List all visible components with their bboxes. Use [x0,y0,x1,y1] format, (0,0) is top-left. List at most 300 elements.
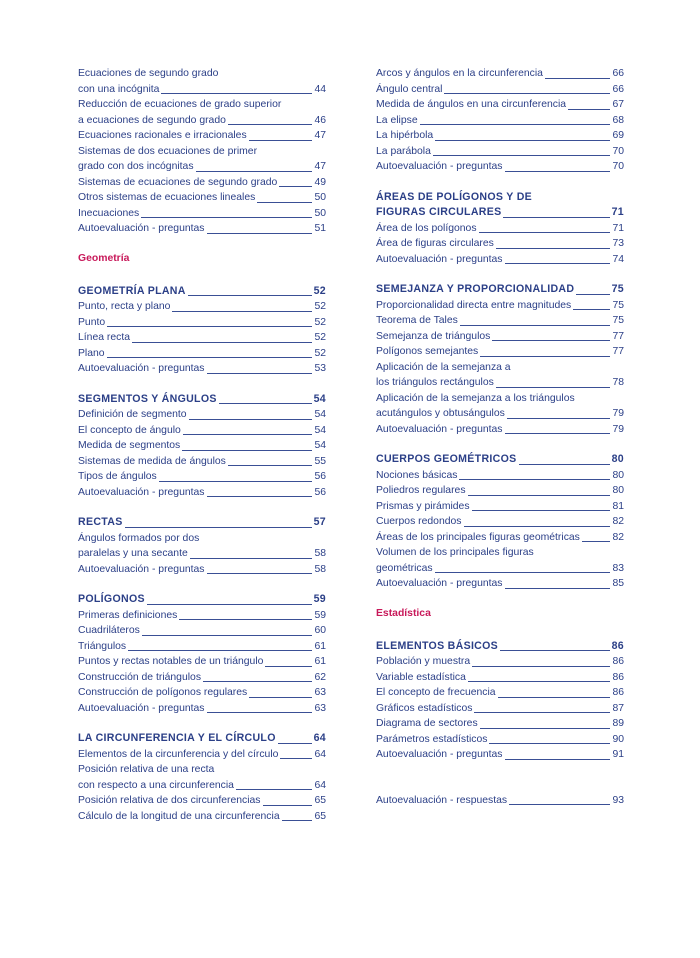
leader-line [132,342,312,343]
page-number: 46 [314,114,326,126]
page-number: 50 [314,192,326,203]
entry-text-line: los triángulos rectángulos [376,377,494,388]
leader-line [265,666,312,667]
entry-text-line: Posición relativa de una recta [78,764,215,775]
toc-entry[interactable] [78,361,326,377]
toc-entry[interactable] [376,128,624,144]
leader-line [500,650,610,651]
page-number: 81 [612,500,624,512]
leader-line [249,697,312,698]
toc-entry[interactable] [78,423,326,439]
entry-text-line: Medida de segmentos [78,440,181,451]
leader-line [207,573,313,574]
entry-text-line: Punto [78,316,106,328]
leader-line [263,805,313,806]
entry-text-line: Nociones básicas [376,469,458,481]
entry-text-line: La hipérbola [376,130,434,141]
page-number: 85 [612,578,624,589]
toc-entry[interactable] [78,747,326,763]
page-number: 63 [314,687,326,698]
toc-entry[interactable] [376,793,624,809]
leader-line [280,758,312,759]
leader-line [576,294,609,295]
entry-text-line: Reducción de ecuaciones de grado superior [78,99,282,110]
toc-heading[interactable] [376,452,624,468]
leader-line [228,124,313,125]
toc-entry[interactable] [376,144,624,160]
page-number: 79 [612,408,624,419]
toc-entry[interactable] [376,545,624,576]
entry-text-line: Ángulo central [376,83,443,95]
page-number: 65 [314,795,326,806]
toc-entry[interactable] [78,639,326,655]
toc-entry[interactable] [376,159,624,175]
entry-text-line: Polígonos semejantes [376,346,479,357]
leader-line [492,340,610,341]
toc-entry[interactable] [376,654,624,670]
leader-line [433,155,611,156]
entry-text-line: Medida de ángulos en una circunferencia [376,99,567,110]
entry-text-line: Otros sistemas de ecuaciones lineales [78,192,256,203]
leader-line [196,171,313,172]
leader-line [464,526,611,527]
leader-line [435,140,610,141]
page-number: 57 [313,516,326,528]
page-number: 65 [314,810,326,822]
leader-line [505,263,611,264]
entry-text-line: GEOMETRÍA PLANA [78,284,186,297]
toc-entry[interactable] [376,66,624,82]
page-number: 86 [612,656,624,667]
page-number: 47 [314,130,326,141]
toc-entry[interactable] [78,623,326,639]
leader-line [496,387,611,388]
toc-entry[interactable] [376,670,624,686]
entry-text-line: SEGMENTOS Y ÁNGULOS [78,392,217,405]
leader-line [468,495,611,496]
entry-text-line: Posición relativa de dos circunferencias [78,795,261,806]
toc-entry[interactable] [78,299,326,315]
page-number: 58 [314,548,326,559]
entry-text-line: Inecuaciones [78,207,140,219]
entry-text-line: Autoevaluación - preguntas [78,223,205,234]
spacer [376,778,624,793]
page-number: 53 [314,363,326,374]
entry-text-line: Aplicación de la semejanza a los triángulos [376,392,575,404]
leader-line [282,820,313,821]
page-number: 83 [612,562,624,574]
leader-line [509,804,610,805]
toc-entry[interactable] [78,531,326,562]
toc-entry[interactable] [376,344,624,360]
entry-text-line: CUERPOS GEOMÉTRICOS [376,453,517,465]
toc-entry[interactable] [376,82,624,98]
page-number: 52 [314,316,326,328]
page-number: 59 [314,609,326,621]
toc-entry[interactable] [78,438,326,454]
entry-text-line: Aplicación de la semejanza a [376,361,511,373]
toc-entry[interactable] [376,252,624,268]
page-number: 67 [612,99,624,110]
entry-text-line: Arcos y ángulos en la circunferencia [376,68,543,79]
entry-text-line: Volumen de los principales figuras [376,547,534,558]
toc-entry[interactable] [376,685,624,701]
entry-text-line: Plano [78,347,105,359]
page-number: 56 [314,486,326,498]
page-number: 80 [612,485,624,496]
toc-heading[interactable] [376,190,624,221]
leader-line [249,140,313,141]
page-number: 70 [612,145,624,157]
page-number: 64 [313,732,326,744]
page-number: 50 [314,207,326,219]
toc-column-left [78,66,326,824]
spacer [376,763,624,778]
page-number: 77 [612,346,624,357]
page-number: 54 [313,392,326,405]
leader-line [505,588,611,589]
entry-text-line: Autoevaluación - preguntas [376,749,503,760]
toc-entry[interactable] [78,685,326,701]
toc-entry[interactable] [78,485,326,501]
leader-line [179,619,312,620]
page-number: 75 [612,315,624,326]
entry-text-line: grado con dos incógnitas [78,161,194,172]
page-number: 54 [314,424,326,436]
toc-heading[interactable] [78,392,326,408]
page-number: 75 [612,299,624,311]
entry-text-line: El concepto de frecuencia [376,687,496,698]
toc-entry[interactable] [78,97,326,128]
leader-line [545,78,611,79]
toc-entry[interactable] [78,144,326,175]
entry-text-line: Área de los polígonos [376,222,477,234]
page-number: 64 [314,779,326,791]
leader-line [207,373,313,374]
page-number: 47 [314,161,326,172]
entry-text-line: Teorema de Tales [376,315,458,326]
spacer [78,577,326,592]
entry-text-line: paralelas y una secante [78,548,188,559]
entry-text-line: POLÍGONOS [78,593,145,605]
entry-text-line: Ecuaciones racionales e irracionales [78,130,247,141]
entry-text-line: Parámetros estadísticos [376,733,488,745]
entry-text-line: Triángulos [78,640,127,652]
page-number: 71 [612,222,624,234]
leader-line [207,496,313,497]
toc-heading[interactable] [376,639,624,655]
page-number: 87 [612,702,624,714]
leader-line [505,433,611,434]
page-number: 89 [612,718,624,729]
toc-entry[interactable] [376,298,624,314]
leader-line [107,326,312,327]
entry-text-line: Cuadriláteros [78,625,140,636]
toc-entry[interactable] [376,113,624,129]
leader-line [496,248,611,249]
leader-line [278,743,312,744]
toc-entry[interactable] [376,360,624,391]
page-number: 82 [612,516,624,527]
toc-entry[interactable] [78,793,326,809]
entry-text-line: Autoevaluación - preguntas [78,363,205,374]
leader-line [228,465,313,466]
page-number: 80 [611,453,624,465]
section-title: Estadística [376,607,431,619]
leader-line [568,109,610,110]
leader-line [190,558,313,559]
entry-text-line: Poliedros regulares [376,485,466,496]
page-number: 56 [314,471,326,482]
page-number: 61 [314,656,326,667]
leader-line [257,202,312,203]
page-number: 44 [314,83,326,95]
leader-line [505,759,611,760]
spacer [376,267,624,282]
entry-text-line: LA CIRCUNFERENCIA Y EL CÍRCULO [78,732,276,744]
entry-text-line: La parábola [376,145,431,157]
entry-text-line: Autoevaluación - preguntas [376,161,503,172]
toc-entry[interactable] [376,701,624,717]
section-title: Geometría [78,252,130,264]
page-number: 79 [612,423,624,435]
page-number: 82 [612,531,624,543]
toc-entry[interactable] [78,654,326,670]
toc-heading[interactable] [78,515,326,531]
entry-text-line: Cálculo de la longitud de una circunferencia [78,810,280,822]
leader-line [183,434,313,435]
page-number: 69 [612,130,624,141]
page-number: 75 [611,283,624,295]
leader-line [435,572,611,573]
entry-text-line: Sistemas de dos ecuaciones de primer [78,145,258,157]
leader-line [172,311,312,312]
leader-line [503,217,609,218]
spacer [376,175,624,190]
toc-entry[interactable] [78,315,326,331]
entry-text-line: ELEMENTOS BÁSICOS [376,639,499,652]
entry-text-line: RECTAS [78,516,123,528]
entry-text-line: Semejanza de triángulos [376,330,491,342]
leader-line [161,93,312,94]
page-number: 52 [314,301,326,312]
toc-entry[interactable] [78,221,326,237]
entry-text-line: geométricas [376,562,433,574]
entry-text-line: El concepto de ángulo [78,424,181,436]
toc-entry[interactable] [376,329,624,345]
toc-heading[interactable] [78,592,326,608]
leader-line [142,635,313,636]
toc-entry[interactable] [376,313,624,329]
entry-text-line: con respecto a una circunferencia [78,779,234,791]
toc-entry[interactable] [376,499,624,515]
page-number: 66 [612,68,624,79]
leader-line [189,419,313,420]
toc-entry[interactable] [78,608,326,624]
toc-entry[interactable] [376,236,624,252]
spacer [376,437,624,452]
toc-entry[interactable] [78,454,326,470]
toc-entry[interactable] [78,762,326,793]
entry-text-line: Tipos de ángulos [78,471,157,482]
toc-entry[interactable] [78,809,326,825]
leader-line [147,604,312,605]
entry-text-line: Autoevaluación - preguntas [376,423,503,435]
toc-column-right [376,66,624,808]
entry-text-line: a ecuaciones de segundo grado [78,114,226,126]
leader-line [480,728,611,729]
toc-entry[interactable] [78,206,326,222]
toc-entry[interactable] [376,732,624,748]
page-number: 55 [314,455,326,467]
entry-text-line: Variable estadística [376,671,466,683]
leader-line [141,217,312,218]
entry-text-line: Cuerpos redondos [376,516,462,527]
leader-line [459,479,610,480]
page-number: 66 [612,83,624,95]
toc-entry[interactable] [376,747,624,763]
entry-text-line: SEMEJANZA Y PROPORCIONALIDAD [376,283,575,295]
entry-text-line: Autoevaluación - preguntas [78,563,205,575]
page-number: 60 [314,625,326,636]
toc-heading[interactable] [78,731,326,747]
toc-heading[interactable] [78,284,326,300]
entry-text-line: Autoevaluación - respuestas [376,794,508,806]
toc-entry[interactable] [376,468,624,484]
entry-text-line: Área de figuras circulares [376,238,494,249]
toc-entry[interactable] [376,576,624,592]
toc-entry[interactable] [376,422,624,438]
leader-line [468,681,611,682]
leader-line [460,325,611,326]
page-number: 93 [612,794,624,806]
entry-text-line: Sistemas de medida de ángulos [78,455,226,467]
leader-line [207,712,313,713]
entry-text-line: Punto, recta y plano [78,301,171,312]
toc-entry[interactable] [376,514,624,530]
entry-text-line: Ángulos formados por dos [78,532,200,544]
toc-entry[interactable] [78,66,326,97]
page-number: 86 [611,639,624,652]
toc-entry[interactable] [376,716,624,732]
page-number: 51 [314,223,326,234]
toc-entry[interactable] [78,469,326,485]
leader-line [444,93,610,94]
page-number: 63 [314,702,326,714]
entry-text-line: Áreas de los principales figuras geométricas [376,531,580,543]
toc-entry[interactable] [78,175,326,191]
toc-entry[interactable] [376,221,624,237]
leader-line [472,510,611,511]
entry-text-line: FIGURAS CIRCULARES [376,206,502,218]
entry-text-line: Autoevaluación - preguntas [78,486,205,498]
entry-text-line: Gráficos estadísticos [376,702,473,714]
toc-heading[interactable] [376,282,624,298]
leader-line [207,233,313,234]
leader-line [188,295,312,296]
leader-line [279,186,312,187]
page-number: 86 [612,671,624,683]
entry-text-line: La elipse [376,114,418,126]
page-number: 73 [612,238,624,249]
entry-text-line: Elementos de la circunferencia y del círculo [78,748,279,760]
entry-text-line: Construcción de polígonos regulares [78,687,248,698]
page-number: 52 [313,284,326,297]
entry-text-line: Diagrama de sectores [376,718,478,729]
leader-line [498,697,611,698]
leader-line [573,309,610,310]
leader-line [236,789,312,790]
entry-text-line: Primeras definiciones [78,609,178,621]
page-number: 70 [612,161,624,172]
entry-text-line: Construcción de triángulos [78,671,202,683]
leader-line [420,124,611,125]
leader-line [182,450,312,451]
entry-text-line: Línea recta [78,332,130,343]
toc-entry[interactable] [78,670,326,686]
page-number: 49 [314,176,326,188]
page-number: 59 [313,593,326,605]
leader-line [474,712,610,713]
leader-line [480,356,610,357]
page-number: 58 [314,563,326,575]
toc-entry[interactable] [376,483,624,499]
toc-entry[interactable] [78,701,326,717]
page-number: 77 [612,330,624,342]
page-number: 62 [314,671,326,683]
leader-line [128,650,312,651]
toc-entry[interactable] [376,97,624,113]
leader-line [505,171,611,172]
leader-line [489,743,610,744]
page-number: 80 [612,469,624,481]
toc-entry[interactable] [376,391,624,422]
page-number: 86 [612,687,624,698]
entry-text-line: Autoevaluación - preguntas [376,253,503,265]
toc-entry[interactable] [78,562,326,578]
page-number: 64 [314,748,326,760]
entry-text-line: con una incógnita [78,83,160,95]
entry-text-line: Puntos y rectas notables de un triángulo [78,656,264,667]
leader-line [219,403,312,404]
entry-text-line: Ecuaciones de segundo grado [78,68,219,79]
page-number: 74 [612,253,624,265]
entry-text-line: Autoevaluación - preguntas [376,578,503,589]
page-number: 91 [612,749,624,760]
toc-entry[interactable] [78,190,326,206]
page-number: 71 [611,206,624,218]
toc-entry[interactable] [376,530,624,546]
entry-text-line: Población y muestra [376,656,471,667]
toc-entry[interactable] [78,330,326,346]
leader-line [472,666,610,667]
toc-entry[interactable] [78,128,326,144]
leader-line [582,541,611,542]
leader-line [159,481,313,482]
entry-text-line: acutángulos y obtusángulos [376,408,505,419]
toc-entry[interactable] [78,346,326,362]
page-number: 54 [314,409,326,420]
entry-text-line: Definición de segmento [78,409,187,420]
entry-text-line: ÁREAS DE POLÍGONOS Y DE [376,190,533,203]
leader-line [125,527,312,528]
page-number: 52 [314,347,326,359]
page-number: 61 [314,640,326,652]
leader-line [203,681,312,682]
leader-line [479,232,611,233]
spacer [78,500,326,515]
toc-entry[interactable] [78,407,326,423]
